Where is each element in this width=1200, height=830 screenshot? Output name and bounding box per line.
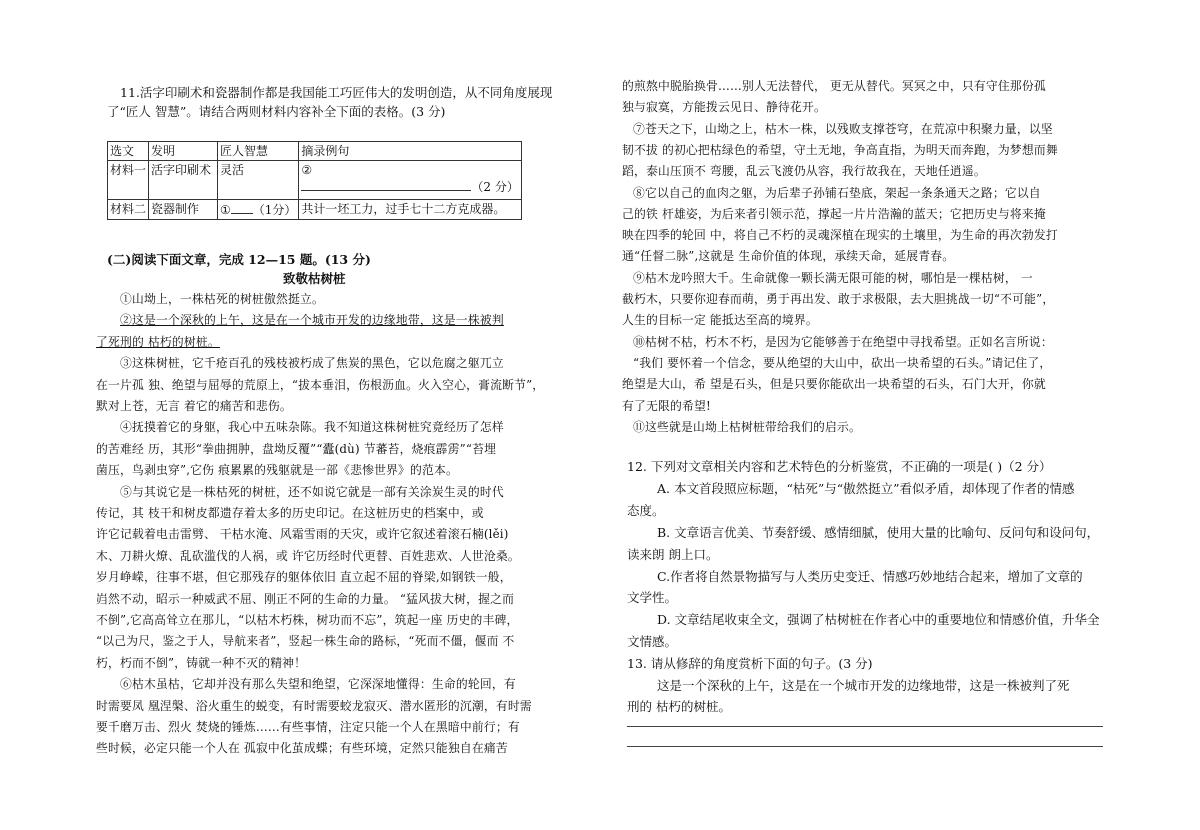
article-line: ⑤与其说它是一株枯死的树桩，还不如说它就是一部有关涂炭生灵的时代 [120,484,504,499]
q11-stem-line1: 11.活字印刷术和瓷器制作都是我国能工巧匠伟大的发明创造，从不同角度展现 [120,85,553,100]
article-line: 的苦难经 历，其形“拳曲拥肿，盘坳反覆”“蠹(dù) 节蕃苔，烧痕霹雳”“苔埋 [96,441,497,456]
q13-sentence-line2: 刑的 枯朽的树桩。 [627,699,731,714]
answer-line[interactable] [627,726,1103,727]
article-line: 在一片孤 独、绝望与屈辱的荒原上，“拔本垂泪，伤根沥血。火入空心，膏流断节”， [96,377,545,392]
article-line: ④抚摸着它的身躯，我心中五味杂陈。我不知道这株树桩究竟经历了怎样 [120,420,504,435]
answer-line[interactable] [627,746,1103,747]
table-row [108,200,522,220]
table-cell-wisdom: 灵活 [218,161,299,200]
article-line: 韧不拔 的初心把枯绿色的希望，守土无地，争高直指，为明天而奔跑，为梦想而舞 [622,142,1058,157]
article-line: 些时候，必定只能一个人在 孤寂中化茧成蝶；有些环境，定然只能独自在痛苦 [96,741,508,756]
article-line: 岁月峥嵘，往事不堪，但它那残存的躯体依旧 直立起不屈的脊梁,如钢铁一般， [96,570,512,585]
article-line: ②这是一个深秋的上午，这是在一个城市开发的边缘地带，这是一株被判 [120,313,504,328]
table-header-wisdom: 匠人智慧 [218,142,299,161]
q13-sentence-line1: 这是一个深秋的上午，这是在一个城市开发的边缘地带，这是一株被判了死 [657,678,1070,693]
article-line: ⑪这些就是山坳上枯树桩带给我们的启示。 [633,419,861,434]
article-line: 独与寂寞，方能拨云见日、静待花开。 [622,100,826,115]
q11-table [107,141,522,220]
q12-option-a-line2: 态度。 [627,503,665,518]
answer-circle-1: ① [220,203,231,217]
table-cell-source: 材料一 [108,161,149,200]
article-line: 映在四季的轮回 中，将自己不朽的灵魂深植在现实的土壤里，为生命的再次勃发打 [622,228,1058,243]
table-row [108,161,522,200]
article-line: ⑦苍天之下，山坳之上，枯木一株，以残败支撑苍穹，在荒凉中积聚力量，以坚 [633,121,1053,136]
article-line: 时需要凤 凰涅槃、浴火重生的蜕变，有时需要蛟龙寂灭、潜水匿形的沉潮，有时需 [96,698,532,713]
q12-option-c-line1: C.作者将自然景物描写与人类历史变迁、情感巧妙地结合起来，增加了文章的 [657,569,1083,584]
answer-score-2: （2 分） [471,180,519,194]
table-cell-invention: 活字印刷术 [149,161,218,200]
table-cell-source: 材料二 [108,200,149,220]
article-line: 了死刑的 枯朽的树桩。 [96,334,220,349]
q12-option-b-line2: 读来朗 朗上口。 [627,547,719,562]
article-line: 绝望是大山，希 望是石头，但是只要你能砍出一块希望的石头，石门大开，你就 [622,377,1046,392]
article-line: 蹈，泰山压顶不 弯腰，乱云飞渡仍从容，我行故我在，天地任逍遥。 [622,164,986,179]
article-line: ③这株树桩，它千疮百孔的残枝被朽成了焦炭的黑色，它以危腐之躯兀立 [120,356,504,371]
article-line: ⑨枯木龙吟照大千。生命就像一颗长满无限可能的树，哪怕是一棵枯树， 一 [633,270,1033,285]
table-cell-wisdom-answer[interactable] [218,200,299,220]
table-header-source: 选文 [108,142,149,161]
table-cell-quote: 共计一坯工力，过手七十二方克成器。 [299,200,521,220]
q12-stem: 12. 下列对文章相关内容和艺术特色的分析鉴赏，不正确的一项是( )（2 分） [627,459,1052,474]
article-line: 默对上苍，无言 着它的痛苦和悲伤。 [96,399,292,413]
section-heading: (二)阅读下面文章，完成 12—15 题。(13 分) [107,252,371,267]
article-line: 朽，朽而不倒”，铸就一种不灭的精神！ [96,655,307,670]
answer-blank-2[interactable] [301,178,471,191]
article-line: 要千磨万击、烈火 焚烧的锤炼……有些事情，注定只能一个人在黑暗中前行；有 [96,720,520,734]
article-line: ⑥枯木虽枯，它却并没有那么失望和绝望，它深深地懂得：生命的轮回，有 [120,677,516,692]
article-line: 许它记载着电击雷劈、 干枯水淹、风霜雪雨的天灾，或许它叙述着滚石楠(lěi) [96,527,509,542]
article-line: 人生的目标一定 能抵达至高的境界。 [622,313,818,328]
q13-stem: 13. 请从修辞的角度赏析下面的句子。(3 分) [627,656,873,671]
article-line: 菌压，鸟剥虫穿”,它伤 痕累累的残躯就是一部《悲惨世界》的范本。 [96,463,459,478]
article-line: ⑧它以自己的血肉之躯，为后辈子孙铺石垫底，架起一条条通天之路；它以自 [633,185,1041,200]
article-line: 岿然不动，昭示一种威武不屈、刚正不阿的生命的力量。 “猛风拔大树，握之而 [96,591,515,606]
q11-stem-line2: 了“匠人 智慧”。请结合两则材料内容补全下面的表格。(3 分) [107,104,446,119]
article-line: 通“任督二脉”,这就是 生命价值的体现，承续天命，延展青春。 [622,249,955,264]
table-cell-invention: 瓷器制作 [149,200,218,220]
q12-option-a-line1: A. 本文首段照应标题，“枯死”与“傲然挺立”看似矛盾，却体现了作者的情感 [657,481,1075,496]
answer-circle-2: ② [301,163,313,177]
article-line: “以己为尺，鉴之于人，导航来者”，竖起一株生命的路标，“死而不僵，偃而 不 [96,634,515,649]
article-line: 木、刀耕火燎、乱砍滥伐的人祸，或 许它历经时代更替、百姓悲欢、人世沧桑。 [96,548,520,563]
q12-option-d-line2: 文情感。 [627,634,678,649]
answer-score-1: （1分） [252,203,297,217]
article-line: 不倒”,它高高耸立在那儿，“以枯木朽株，树功而不忘”，筑起一座 历史的丰碑， [96,613,519,627]
article-line: “我们 要怀着一个信念，要从绝望的大山中，砍出一块希望的石头。”请记住了， [633,355,1052,370]
table-header-invention: 发明 [149,142,218,161]
table-header-quote: 摘录例句 [299,142,521,161]
article-line: ①山坳上，一株枯死的树桩傲然挺立。 [120,292,324,306]
article-line: 传记，其 枝干和树皮都遗存着太多的历史印记。在这桩历史的档案中，或 [96,506,484,520]
article-line: 截朽木，只要你迎春而萌，勇于再出发、敢于求极限，去大胆挑战一切“不可能”， [622,292,1055,306]
table-cell-quote-answer[interactable] [299,161,521,200]
article-line: ⑩枯树不枯，朽木不朽，是因为它能够善于在绝望中寻找希望。正如名言所说： [633,334,1053,349]
article-title: 致敬枯树桩 [283,271,346,286]
article-line: 己的铁 杆雄姿，为后来者引领示范，撑起一片片浩瀚的蓝天；它把历史与将来掩 [622,206,1046,221]
answer-blank-1[interactable] [231,201,253,214]
table-header-row [108,142,522,161]
q12-option-b-line1: B. 文章语言优美、节奏舒缓、感情细腻，使用大量的比喻句、反问句和设问句， [657,525,1100,540]
article-line: 有了无限的希望! [622,398,711,413]
q12-option-c-line2: 文学性。 [627,590,678,605]
article-line: 的煎熬中脱胎换骨……别人无法替代， 更无从替代。冥冥之中，只有守住那份孤 [622,79,1046,93]
q12-option-d-line1: D. 文章结尾收束全文，强调了枯树桩在作者心中的重要地位和情感价值，升华全 [657,612,1100,627]
